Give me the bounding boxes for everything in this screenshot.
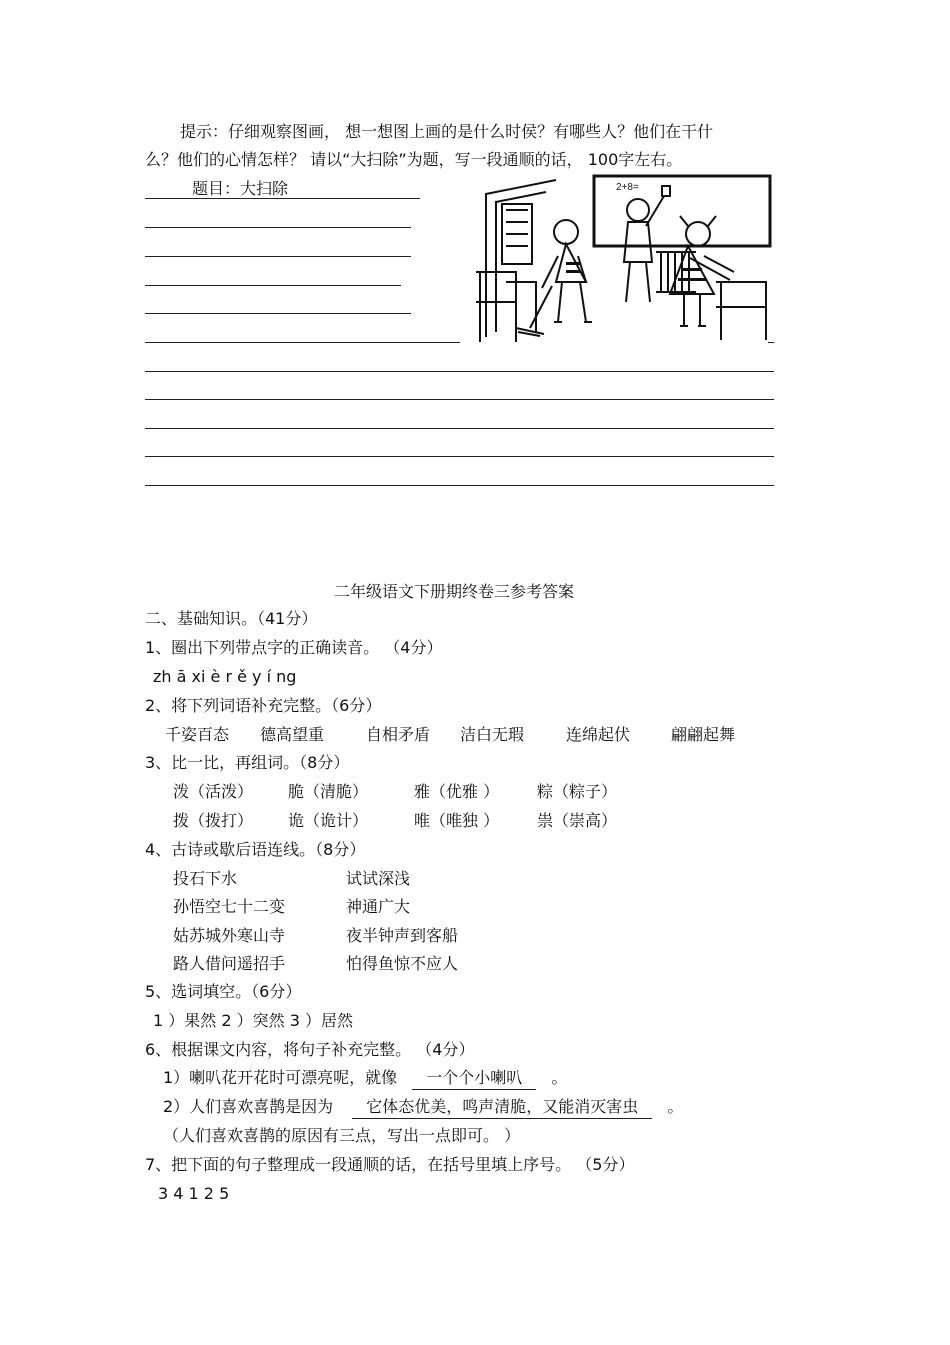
q4-right: 神通广大 bbox=[346, 897, 411, 916]
writing-line bbox=[145, 428, 774, 429]
q4-left: 姑苏城外寒山寺 bbox=[173, 926, 286, 945]
q2-word: 德高望重 bbox=[260, 725, 325, 744]
q7-label: 7、把下面的句子整理成一段通顺的话，在括号里填上序号。 （5分） bbox=[145, 1155, 635, 1174]
blackboard-text: 2+8= bbox=[616, 182, 639, 193]
q6-s2-prefix: 2）人们喜欢喜鹊是因为 bbox=[163, 1097, 334, 1116]
q6-sentence-1 bbox=[163, 1070, 567, 1086]
q3-item: 唯（唯独 ） bbox=[414, 811, 500, 830]
q3-label: 3、比一比，再组词。（8分） bbox=[145, 753, 350, 772]
q5-answer: 1 ）果然 2 ）突然 3 ）居然 bbox=[153, 1011, 353, 1030]
writing-line bbox=[145, 285, 401, 286]
q3-item: 泼（活泼） bbox=[173, 782, 254, 801]
writing-line bbox=[145, 198, 420, 199]
q4-right: 试试深浅 bbox=[346, 869, 411, 888]
q4-right: 夜半钟声到客船 bbox=[346, 926, 459, 945]
q2-word: 洁白无瑕 bbox=[460, 725, 525, 744]
q3-item: 拨（拨打） bbox=[173, 811, 254, 830]
q4-label: 4、古诗或歇后语连线。（8分） bbox=[145, 840, 366, 859]
q3-item: 雅（优雅 ） bbox=[414, 782, 500, 801]
writing-line bbox=[145, 256, 411, 257]
writing-line bbox=[145, 371, 774, 372]
writing-line bbox=[145, 456, 774, 457]
prompt-line-2: 么？他们的心情怎样？ 请以“大扫除”为题，写一段通顺的话， 100字左右。 bbox=[145, 150, 683, 169]
q6-s1-suffix: 。 bbox=[551, 1068, 568, 1087]
q2-word: 千姿百态 bbox=[165, 725, 230, 744]
q2-word: 连绵起伏 bbox=[566, 725, 631, 744]
q3-item: 粽（粽子） bbox=[537, 782, 618, 801]
q4-left: 路人借问遥招手 bbox=[173, 954, 286, 973]
q2-label: 2、将下列词语补充完整。（6分） bbox=[145, 696, 382, 715]
writing-line bbox=[145, 313, 411, 314]
q3-item: 诡（诡计） bbox=[288, 811, 369, 830]
prompt-line-1: 提示：仔细观察图画， 想一想图上画的是什么时侯？有哪些人？他们在干什 bbox=[180, 122, 714, 141]
q6-s1-prefix: 1）喇叭花开花时可漂亮呢，就像 bbox=[163, 1068, 398, 1087]
writing-line bbox=[145, 399, 774, 400]
q2-word: 自相矛盾 bbox=[366, 725, 431, 744]
q6-label: 6、根据课文内容，将句子补充完整。 （4分） bbox=[145, 1040, 475, 1059]
writing-line bbox=[145, 342, 460, 343]
q1-answer: zh ā xi è r ě y í ng bbox=[153, 667, 297, 686]
writing-line bbox=[145, 227, 411, 228]
cleaning-illustration bbox=[466, 172, 776, 344]
q6-s2-suffix: 。 bbox=[667, 1097, 684, 1116]
q4-left: 孙悟空七十二变 bbox=[173, 897, 286, 916]
q4-left: 投石下水 bbox=[173, 869, 238, 888]
q6-note: （人们喜欢喜鹊的原因有三点，写出一点即可。 ） bbox=[163, 1126, 521, 1145]
writing-line bbox=[145, 485, 774, 486]
essay-title: 题目：大扫除 bbox=[192, 179, 289, 198]
q1-label: 1、圈出下列带点字的正确读音。 （4分） bbox=[145, 638, 443, 657]
q7-answer: 3 4 1 2 5 bbox=[158, 1184, 230, 1203]
q6-s2-answer: 它体态优美，鸣声清脆，又能消灭害虫 bbox=[352, 1097, 652, 1119]
q5-label: 5、选词填空。（6分） bbox=[145, 982, 302, 1001]
answer-key-title: 二年级语文下册期终卷三参考答案 bbox=[334, 582, 575, 601]
q2-word: 翩翩起舞 bbox=[671, 725, 736, 744]
section-heading: 二、基础知识。（41分） bbox=[145, 609, 318, 628]
q6-sentence-2 bbox=[163, 1099, 683, 1115]
q6-s1-answer: 一个个小喇叭 bbox=[412, 1068, 536, 1090]
q3-item: 脆（清脆） bbox=[288, 782, 369, 801]
q4-right: 怕得鱼惊不应人 bbox=[346, 954, 459, 973]
q3-item: 祟（崇高） bbox=[537, 811, 618, 830]
